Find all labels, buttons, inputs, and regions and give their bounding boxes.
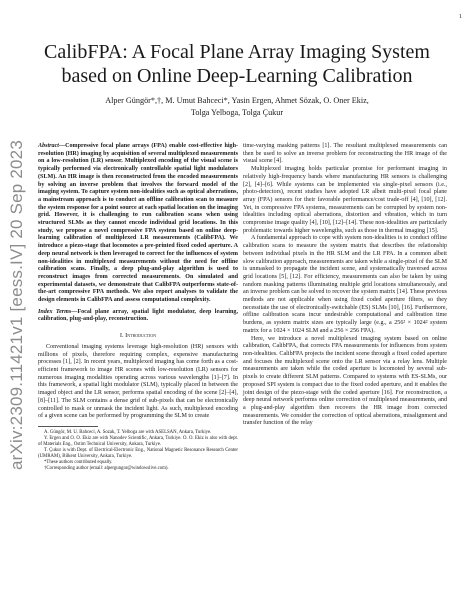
- abstract-body: —Compressive focal plane arrays (FPA) enable cost-effective high-resolution (HR) imaging by acquisition of several multiplexed measurements on a low-resolution (LR) sensor. Multiplexed encoding of the visual scene is typically performed via electronically controllable spatial light modulators (SLM). An HR image is then reconstructed from the encoded measurements by solving an inverse problem that involves the forward model of the imaging system. To capture system non-idealities such as optical aberrations, a mainstream approach is to conduct an offline calibration scan to measure the system response for a point source at each spatial location on the imaging grid. However, it is challenging to run calibration scans when using structured SLMs as they cannot encode individual grid locations. In this study, we propose a novel compressive FPA system based on online deep-learning calibration of multiplexed LR measurements (CalibFPA). We introduce a piezo-stage that locomotes a pre-printed fixed coded aperture. A deep neural network is then leveraged to correct for the influences of system non-idealities in multiplexed measurements without the need for offline calibration scans. Finally, a deep plug-and-play algorithm is used to reconstruct images from corrected measurements. On simulated and experimental datasets, we demonstrate that CalibFPA outperforms state-of-the-art compressive FPA methods. We also report analyses to validate the design elements in CalibFPA and assess computational complexity.: [38, 143, 238, 304]
- body-paragraph: Multiplexed imaging holds particular promise for performant imaging in relatively high-frequency bands where manufacturing HR sensors is challenging [2], [4]–[6]. While systems can be implemented via single-pixel sensors (i.e., photo-detectors), recent studies have adopted LR albeit multi-pixel focal plane array (FPA) sensors for their favorable performance/cost trade-off [4], [10], [12]. Yet, in compressive FPA systems, measurements can be corrupted by system non-idealities including optical aberrations, distortion and vibration, which in turn compromise image quality [4], [10], [12]–[14]. These non-idealities are particularly problematic towards higher wavelengths, such as those in thermal imaging [15].: [243, 166, 447, 234]
- arxiv-stamp-text: arXiv:2309.11421v1 [eess.IV] 20 Sep 2023: [7, 140, 26, 470]
- abstract: [38, 143, 238, 305]
- footnote: T. Çukur is with Dept. of Electrical-Electronic Eng., National Magnetic Resonance Research Center (UMRAM), Bilkent University, Ankara, Turkiye.: [38, 447, 238, 459]
- body-paragraph: Here, we introduce a novel multiplexed imaging system based on online calibration, CalibFPA, that corrects FPA measurements for influences from system non-idealities. CalibFPA projects the incident scene through a fixed coded aperture and focuses the multiplexed scene onto the LR sensor via a relay lens. Multiple measurements are taken while the coded aperture is locomoted by several sub-pixels to create different SLM patterns. Compared to systems with ES-SLMs, our proposed SPI system is compact due to the fixed coded aperture, and it enables the joint design of the piezo-stage with the coded aperture [16]. For reconstruction, a deep neural network performs online correction of multiplexed measurements, and a plug-and-play algorithm then recovers the HR image from corrected measurements. We consider the correction of optical aberrations, misalignment and transfer function of the relay: [243, 335, 447, 427]
- author-list: [30, 95, 444, 118]
- page-number: 1: [459, 14, 462, 20]
- right-column: [243, 143, 447, 428]
- body-paragraph: time-varying masking patterns [1]. The resultant multiplexed measurements can then be used to solve an inverse problem for reconstructing the HR image of the visual scene [4].: [243, 143, 447, 165]
- index-terms: [38, 309, 238, 324]
- footnote: A. Güngör, M. U. Bahceci, A. Sozak, T. Yelboga are with ASELSAN, Ankara, Turkiye.: [44, 429, 212, 435]
- footnote: †Corresponding author (email: alpergungor@windowslive.com).: [44, 465, 169, 471]
- index-terms-label: Index Terms: [38, 308, 72, 315]
- abstract-label: Abstract: [38, 143, 59, 149]
- footnote-divider: [38, 426, 98, 427]
- section-heading: I. Introduction: [119, 332, 157, 340]
- footnote: *These authors contributed equally.: [44, 459, 113, 465]
- body-paragraph: A fundamental approach to cope with system non-idealities is to conduct offline calibration scans to measure the system matrix that describes the relationship between individual pixels in the HR SLM and the LR FPA. In a common albeit slow calibration approach, measurements are taken while a single-pixel of the SLM is unmasked to propagate the incident scene, and systematically traversed across grid locations [5], [12]. For efficiency, measurements can also be taken by using random masking patterns illuminating multiple grid locations simultaneously, and an inverse problem can be solved to recover the system matrix [14]. These previous methods are not applicable when using fixed coded aperture filters, so they necessitate the use of electronically-switchable (ES) SLMs [10], [16]. Furthermore, offline calibration scans incur undesirable computational and calibration time burdens, as system matrix sizes are typically large (e.g., a 256² × 1024² system matrix for a 1024 × 1024 SLM and a 256 × 256 FPA).: [243, 235, 447, 334]
- title-line-2: based on Online Deep-Learning Calibration: [61, 65, 413, 87]
- authors-line-1: Alper Güngör*,†, M. Umut Bahceci*, Yasin Ergen, Ahmet Sözak, O. Oner Ekiz,: [105, 96, 369, 105]
- index-terms-body: —Focal plane array, spatial light modulator, deep learning, calibration, plug-and-play, reconstruction.: [38, 308, 238, 323]
- intro-paragraph: Conventional imaging systems leverage high-resolution (HR) sensors with millions of pixels, therefore requiring complex, expensive manufacturing processes [1], [2]. In recent years, multiplexed imaging has come forth as a cost-efficient framework to image HR scenes with low-resolution (LR) sensors for numerous imaging modalities operating across various wavelengths [1]–[7]. In this framework, a spatial light modulator (SLM), typically placed in between the imaged object and the LR sensor, performs spatial encoding of the scene [2]–[4], [8]–[11]. The SLM contains a dense grid of sub-pixels that can be electronically controlled to mask or unmask the incident light. As such, multiplexed encoding of a given scene can be performed by programming the SLM to create: [38, 343, 238, 420]
- arxiv-stamp: [0, 140, 34, 470]
- footnote: Y. Ergen and O. O. Ekiz are with Nanodev Scientific, Ankara, Turkiye. O. O. Ekiz is also with dept. of Materials Eng., Ostim Technical University, Ankara, Turkiye.: [38, 435, 238, 447]
- left-column: [38, 143, 238, 472]
- paper-title: [30, 40, 444, 88]
- title-line-1: CalibFPA: A Focal Plane Array Imaging System: [44, 41, 430, 63]
- authors-line-2: Tolga Yelboga, Tolga Çukur: [190, 107, 284, 117]
